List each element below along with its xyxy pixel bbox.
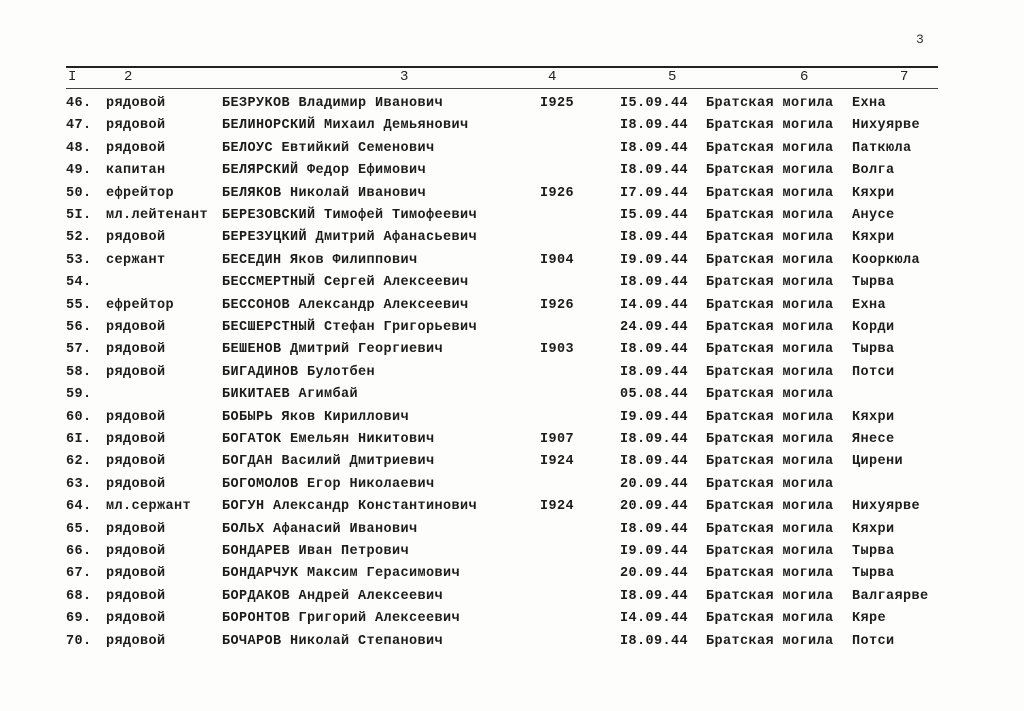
list-item	[0, 116, 1024, 138]
full-name: БЕССМЕРТНЫЙ Сергей Алексеевич	[222, 275, 469, 291]
list-item	[0, 273, 1024, 295]
full-name: БЕСЕДИН Яков Филиппович	[222, 252, 418, 268]
row-number: 50.	[66, 185, 92, 201]
rank: рядовой	[106, 454, 166, 470]
burial-place: Потси	[852, 364, 895, 380]
burial-type: Братская могила	[706, 432, 834, 447]
list-item	[0, 251, 1024, 273]
burial-type: Братская могила	[706, 163, 834, 179]
row-number: 63.	[66, 476, 92, 492]
column-header-1: I	[68, 69, 77, 85]
birth-year: I926	[540, 297, 575, 313]
full-name: БОЧАРОВ Николай Степанович	[222, 633, 444, 649]
burial-type: Братская могила	[706, 275, 834, 291]
full-name: БОГОМОЛОВ Егор Николаевич	[222, 476, 435, 492]
row-number: 56.	[66, 320, 92, 335]
row-number: 70.	[66, 633, 92, 649]
burial-type: Братская могила	[706, 208, 834, 223]
burial-type: Братская могила	[706, 140, 834, 156]
row-number: 52.	[66, 230, 92, 246]
row-number: 48.	[66, 140, 92, 156]
burial-type: Братская могила	[706, 633, 834, 649]
list-item	[0, 452, 1024, 474]
list-item	[0, 161, 1024, 183]
death-date: 24.09.44	[620, 320, 689, 335]
death-date: I4.09.44	[620, 611, 689, 627]
row-number: 54.	[66, 275, 92, 291]
list-item	[0, 542, 1024, 564]
burial-type: Братская могила	[706, 320, 834, 335]
burial-place: Нихуярве	[852, 118, 921, 134]
death-date: I8.09.44	[620, 275, 689, 291]
column-header-2: 2	[124, 69, 133, 85]
full-name: БЕШЕНОВ Дмитрий Георгиевич	[222, 342, 444, 358]
rank: ефрейтор	[106, 185, 175, 201]
rank: рядовой	[106, 230, 166, 246]
burial-place: Тырва	[852, 342, 895, 358]
birth-year: I925	[540, 96, 575, 111]
death-date: I8.09.44	[620, 633, 689, 649]
burial-place: Янесе	[852, 432, 895, 447]
row-number: 5I.	[66, 208, 92, 223]
death-date: I4.09.44	[620, 297, 689, 313]
list-item	[0, 184, 1024, 206]
full-name: БИГАДИНОВ Булотбен	[222, 364, 376, 380]
list-item	[0, 609, 1024, 631]
list-item	[0, 497, 1024, 519]
death-date: I8.09.44	[620, 230, 689, 246]
row-number: 55.	[66, 297, 92, 313]
death-date: I8.09.44	[620, 342, 689, 358]
list-item	[0, 340, 1024, 362]
burial-type: Братская могила	[706, 297, 834, 313]
row-number: 68.	[66, 588, 92, 604]
row-number: 69.	[66, 611, 92, 627]
rank: капитан	[106, 163, 166, 179]
rank: рядовой	[106, 633, 166, 649]
row-number: 53.	[66, 252, 92, 268]
row-number: 60.	[66, 409, 92, 425]
birth-year: I924	[540, 499, 575, 515]
rank: сержант	[106, 252, 166, 268]
burial-type: Братская могила	[706, 96, 834, 111]
rank: ефрейтор	[106, 297, 175, 313]
column-header-4: 4	[548, 69, 557, 85]
row-number: 65.	[66, 521, 92, 537]
rank: рядовой	[106, 342, 166, 358]
row-number: 64.	[66, 499, 92, 515]
burial-place: Кяхри	[852, 409, 895, 425]
death-date: I9.09.44	[620, 544, 689, 559]
burial-place: Кяре	[852, 611, 887, 627]
row-number: 46.	[66, 96, 92, 111]
burial-type: Братская могила	[706, 387, 834, 403]
list-item	[0, 139, 1024, 161]
list-item	[0, 318, 1024, 340]
rank: рядовой	[106, 432, 166, 447]
burial-type: Братская могила	[706, 118, 834, 134]
row-number: 62.	[66, 454, 92, 470]
full-name: БЕССОНОВ Александр Алексеевич	[222, 297, 469, 313]
rank: рядовой	[106, 118, 166, 134]
burial-type: Братская могила	[706, 185, 834, 201]
death-date: I5.09.44	[620, 208, 689, 223]
death-date: I9.09.44	[620, 252, 689, 268]
birth-year: I903	[540, 342, 575, 358]
full-name: БЕЛИНОРСКИЙ Михаил Демьянович	[222, 118, 469, 134]
burial-type: Братская могила	[706, 544, 834, 559]
burial-place: Волга	[852, 163, 895, 179]
full-name: БОРДАКОВ Андрей Алексеевич	[222, 588, 444, 604]
death-date: I8.09.44	[620, 163, 689, 179]
burial-place: Паткюла	[852, 140, 912, 156]
death-date: I8.09.44	[620, 588, 689, 604]
row-number: 59.	[66, 387, 92, 403]
death-date: I9.09.44	[620, 409, 689, 425]
header-rule-top	[66, 66, 938, 68]
burial-place: Кяхри	[852, 521, 895, 537]
burial-place: Валгаярве	[852, 588, 929, 604]
rank: мл.лейтенант	[106, 208, 209, 223]
column-header-7: 7	[900, 69, 909, 85]
rank: рядовой	[106, 544, 166, 559]
list-item	[0, 228, 1024, 250]
full-name: БИКИТАЕВ Агимбай	[222, 387, 359, 403]
column-header-3: 3	[400, 69, 409, 85]
rank: рядовой	[106, 96, 166, 111]
row-number: 67.	[66, 566, 92, 582]
burial-place: Потси	[852, 633, 895, 649]
full-name: БЕЛОУС Евтийкий Семенович	[222, 140, 435, 156]
death-date: I8.09.44	[620, 118, 689, 134]
full-name: БЕЗРУКОВ Владимир Иванович	[222, 96, 444, 111]
rank: рядовой	[106, 140, 166, 156]
burial-place: Кяхри	[852, 185, 895, 201]
row-number: 49.	[66, 163, 92, 179]
full-name: БЕСШЕРСТНЫЙ Стефан Григорьевич	[222, 320, 478, 335]
full-name: БЕЛЯКОВ Николай Иванович	[222, 185, 427, 201]
burial-place: Кооркюла	[852, 252, 921, 268]
burial-place: Тырва	[852, 566, 895, 582]
death-date: 20.09.44	[620, 566, 689, 582]
burial-type: Братская могила	[706, 409, 834, 425]
burial-place: Тырва	[852, 275, 895, 291]
rank: рядовой	[106, 521, 166, 537]
birth-year: I907	[540, 432, 575, 447]
death-date: I7.09.44	[620, 185, 689, 201]
burial-type: Братская могила	[706, 611, 834, 627]
column-header-6: 6	[800, 69, 809, 85]
rank: мл.сержант	[106, 499, 192, 515]
burial-place: Ехна	[852, 297, 887, 313]
list-item	[0, 430, 1024, 452]
list-item	[0, 632, 1024, 654]
burial-place: Тырва	[852, 544, 895, 559]
burial-type: Братская могила	[706, 252, 834, 268]
rank: рядовой	[106, 566, 166, 582]
burial-place: Цирени	[852, 454, 904, 470]
list-item	[0, 408, 1024, 430]
burial-type: Братская могила	[706, 566, 834, 582]
full-name: БОГУН Александр Константинович	[222, 499, 478, 515]
header-rule-bottom	[66, 88, 938, 89]
death-date: I8.09.44	[620, 454, 689, 470]
page-number: 3	[916, 32, 924, 47]
list-item	[0, 385, 1024, 407]
burial-place: Ехна	[852, 96, 887, 111]
burial-place: Анусе	[852, 208, 895, 223]
death-date: I8.09.44	[620, 521, 689, 537]
death-date: I8.09.44	[620, 432, 689, 447]
rank: рядовой	[106, 409, 166, 425]
rank: рядовой	[106, 476, 166, 492]
burial-type: Братская могила	[706, 476, 834, 492]
birth-year: I904	[540, 252, 575, 268]
rank: рядовой	[106, 611, 166, 627]
full-name: БЕЛЯРСКИЙ Федор Ефимович	[222, 163, 427, 179]
burial-type: Братская могила	[706, 230, 834, 246]
list-item	[0, 564, 1024, 586]
burial-type: Братская могила	[706, 364, 834, 380]
list-item	[0, 475, 1024, 497]
full-name: БОРОНТОВ Григорий Алексеевич	[222, 611, 461, 627]
full-name: БЕРЕЗУЦКИЙ Дмитрий Афанасьевич	[222, 230, 478, 246]
row-number: 47.	[66, 118, 92, 134]
burial-type: Братская могила	[706, 454, 834, 470]
burial-type: Братская могила	[706, 588, 834, 604]
full-name: БОНДАРЧУК Максим Герасимович	[222, 566, 461, 582]
burial-type: Братская могила	[706, 499, 834, 515]
full-name: БЕРЕЗОВСКИЙ Тимофей Тимофеевич	[222, 208, 478, 223]
list-item	[0, 296, 1024, 318]
row-number: 57.	[66, 342, 92, 358]
full-name: БОЛЬХ Афанасий Иванович	[222, 521, 418, 537]
list-item	[0, 206, 1024, 228]
burial-place: Корди	[852, 320, 895, 335]
death-date: 20.09.44	[620, 476, 689, 492]
row-number: 58.	[66, 364, 92, 380]
death-date: I5.09.44	[620, 96, 689, 111]
burial-type: Братская могила	[706, 521, 834, 537]
death-date: 05.08.44	[620, 387, 689, 403]
rank: рядовой	[106, 320, 166, 335]
full-name: БОГДАН Василий Дмитриевич	[222, 454, 435, 470]
row-number: 6I.	[66, 432, 92, 447]
birth-year: I924	[540, 454, 575, 470]
row-number: 66.	[66, 544, 92, 559]
full-name: БОГАТОК Емельян Никитович	[222, 432, 435, 447]
burial-place: Нихуярве	[852, 499, 921, 515]
column-header-5: 5	[668, 69, 677, 85]
rank: рядовой	[106, 588, 166, 604]
burial-type: Братская могила	[706, 342, 834, 358]
list-item	[0, 520, 1024, 542]
list-item	[0, 363, 1024, 385]
full-name: БОНДАРЕВ Иван Петрович	[222, 544, 410, 559]
birth-year: I926	[540, 185, 575, 201]
list-item	[0, 587, 1024, 609]
death-date: I8.09.44	[620, 364, 689, 380]
list-item	[0, 94, 1024, 116]
rank: рядовой	[106, 364, 166, 380]
death-date: I8.09.44	[620, 140, 689, 156]
death-date: 20.09.44	[620, 499, 689, 515]
full-name: БОБЫРЬ Яков Кириллович	[222, 409, 410, 425]
burial-place: Кяхри	[852, 230, 895, 246]
